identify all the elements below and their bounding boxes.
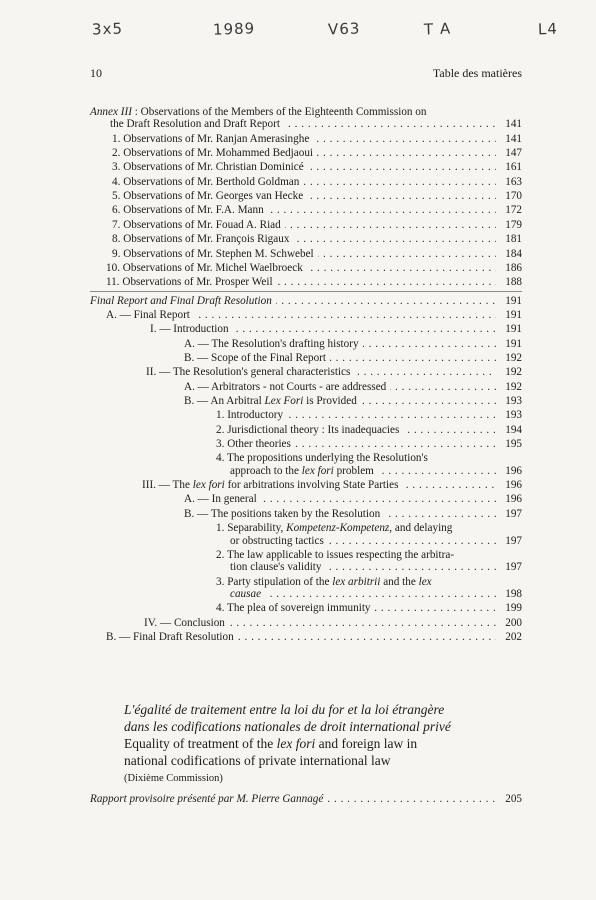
handwritten-note: 3x5 (91, 19, 124, 39)
toc-entry (112, 190, 522, 202)
page-ref: 186 (505, 261, 522, 274)
entry-label: 7. Observations of Mr. Fouad A. Riad (112, 219, 285, 231)
english-title (124, 736, 522, 769)
page-ref: 141 (505, 132, 522, 145)
toc-entry (216, 576, 522, 601)
entry-label: tion clause's validity (230, 561, 326, 573)
toc-entry (112, 176, 522, 188)
toc-entry (184, 381, 522, 393)
entry-label: 2. Jurisdictional theory : Its inadequacies (216, 424, 403, 436)
page-ref: 184 (505, 247, 522, 260)
toc-entry (216, 438, 522, 450)
handwritten-note: 1989 (212, 19, 256, 39)
entry-label: 2. The law applicable to issues respecting the arbitra- (216, 549, 458, 561)
toc-entry (184, 338, 522, 350)
running-title: Table des matières (432, 66, 522, 80)
toc-entry (112, 248, 522, 260)
page-ref: 188 (505, 276, 522, 289)
page-ref: 147 (505, 147, 522, 160)
page-ref: 193 (505, 395, 522, 407)
entry-label: 5. Observations of Mr. Georges van Hecke (112, 190, 307, 202)
page-ref: 205 (505, 793, 522, 805)
toc-entry (112, 219, 522, 231)
french-title-line: L'égalité de traitement entre la loi du for et la loi étrangère (124, 702, 445, 717)
toc-entry (106, 276, 522, 288)
toc-entry (112, 233, 522, 245)
toc-entry (112, 147, 522, 159)
entry-label: IV. — Conclusion (144, 617, 229, 629)
entry-label: 3. Other theories (216, 438, 295, 450)
page-ref: 197 (505, 507, 522, 520)
toc-entry (216, 549, 522, 574)
entry-label: 2. Observations of Mr. Mohammed Bedjaoui (112, 147, 317, 159)
entry-label: 1. Introductory (216, 409, 287, 421)
page-ref: 191 (505, 294, 522, 307)
toc-entry (216, 452, 522, 477)
entry-label: 9. Observations of Mr. Stephen M. Schwebel (112, 248, 318, 260)
toc-entry (90, 295, 522, 307)
handwritten-note: L4 (537, 19, 559, 39)
page-ref: 141 (505, 118, 522, 131)
divider (90, 291, 522, 292)
entry-label: 6. Observations of Mr. F.A. Mann (112, 204, 268, 216)
entry-label: 8. Observations of Mr. François Rigaux (112, 233, 293, 245)
entry-label: or obstructing tactics (230, 535, 328, 547)
entry-label: B. — Final Draft Resolution (106, 631, 238, 643)
page-ref: 192 (505, 366, 522, 379)
page-ref: 197 (505, 534, 522, 547)
page-ref: 194 (505, 423, 522, 436)
entry-label: I. — Introduction (150, 323, 233, 335)
toc-entry (216, 409, 522, 421)
entry-label: 4. Observations of Mr. Berthold Goldman (112, 176, 303, 188)
entry-label: 10. Observations of Mr. Michel Waelbroeck (106, 262, 307, 274)
toc-entry-rapport (90, 793, 522, 807)
toc-entry (184, 352, 522, 364)
entry-label: Annex III : Observations of the Members of the Eighteenth Commission on (90, 106, 431, 118)
table-of-contents (90, 106, 522, 645)
entry-label: 3. Party stipulation of the lex arbitrii and the lex (216, 576, 436, 588)
entry-label: B. — Scope of the Final Report (184, 352, 330, 364)
entry-label: A. — The Resolution's drafting history (184, 338, 363, 350)
handwritten-note: T A (423, 19, 452, 39)
entry-label: B. — An Arbitral Lex Fori is Provided (184, 395, 361, 407)
page-number: 10 (90, 66, 102, 80)
page-ref: 191 (505, 308, 522, 321)
page-ref: 196 (505, 493, 522, 506)
toc-entry (144, 617, 522, 629)
page-ref: 172 (505, 204, 522, 217)
entry-label: approach to the lex fori problem (230, 465, 378, 477)
entry-label: the Draft Resolution and Draft Report (110, 118, 284, 130)
toc-entry (112, 204, 522, 216)
page-ref: 199 (505, 602, 522, 615)
toc-entry (150, 323, 522, 335)
entry-label: 11. Observations of Mr. Prosper Weil (106, 276, 277, 288)
page-ref: 192 (505, 380, 522, 393)
page-ref: 195 (505, 438, 522, 451)
entry-label: 1. Separability, Kompetenz-Kompetenz, and delaying (216, 522, 456, 534)
entry-label: A. — Arbitrators - not Courts - are addressed (184, 381, 390, 393)
entry-label: Rapport provisoire présenté par M. Pierre Gannagé (90, 793, 327, 805)
toc-entry (184, 508, 522, 520)
toc-entry (142, 479, 522, 491)
toc-entry (184, 395, 522, 407)
handwritten-note: V63 (327, 19, 361, 39)
toc-entry (90, 106, 522, 131)
french-title-line: dans les codifications nationales de droit international privé (124, 718, 451, 734)
entry-label: III. — The lex fori for arbitrations involving State Parties (142, 479, 402, 491)
commission-label: (Dixième Commission) (124, 773, 223, 784)
english-title-line: national codifications of private international law (124, 752, 391, 768)
page-ref: 179 (505, 218, 522, 231)
toc-entry (112, 133, 522, 145)
english-title-line: Equality of treatment of the lex fori and foreign law in (124, 736, 418, 751)
page-ref: 191 (505, 323, 522, 336)
page-ref: 181 (505, 233, 522, 246)
page-ref: 170 (505, 190, 522, 203)
toc-entry (112, 161, 522, 173)
toc-entry (106, 262, 522, 274)
section-heading (124, 702, 522, 784)
page-ref: 196 (505, 479, 522, 492)
page-ref: 191 (505, 337, 522, 350)
toc-entry (216, 424, 522, 436)
toc-entry (216, 602, 522, 614)
entry-label: causae (230, 588, 265, 600)
entry-label: 1. Observations of Mr. Ranjan Amerasinghe (112, 133, 313, 145)
page-ref: 197 (505, 561, 522, 574)
entry-label: B. — The positions taken by the Resolution (184, 508, 384, 520)
french-title (124, 702, 522, 735)
entry-label: Final Report and Final Draft Resolution (90, 295, 276, 307)
page-ref: 163 (505, 175, 522, 188)
entry-label: A. — Final Report (106, 309, 194, 321)
entry-label: 3. Observations of Mr. Christian Dominicé (112, 161, 308, 173)
page-ref: 200 (505, 616, 522, 629)
page-ref: 193 (505, 409, 522, 422)
page-ref: 198 (505, 588, 522, 601)
toc-entry (106, 309, 522, 321)
page-ref: 196 (505, 464, 522, 477)
entry-label: II. — The Resolution's general characteristics (146, 366, 354, 378)
toc-entry (216, 522, 522, 547)
page-ref: 161 (505, 161, 522, 174)
entry-label: A. — In general (184, 493, 261, 505)
toc-entry (146, 366, 522, 378)
toc-entry (106, 631, 522, 643)
entry-label: 4. The plea of sovereign immunity (216, 602, 375, 614)
entry-label: 4. The propositions underlying the Resolution's (216, 452, 432, 464)
page-ref: 192 (505, 351, 522, 364)
toc-entry (184, 493, 522, 505)
page-ref: 202 (505, 631, 522, 644)
